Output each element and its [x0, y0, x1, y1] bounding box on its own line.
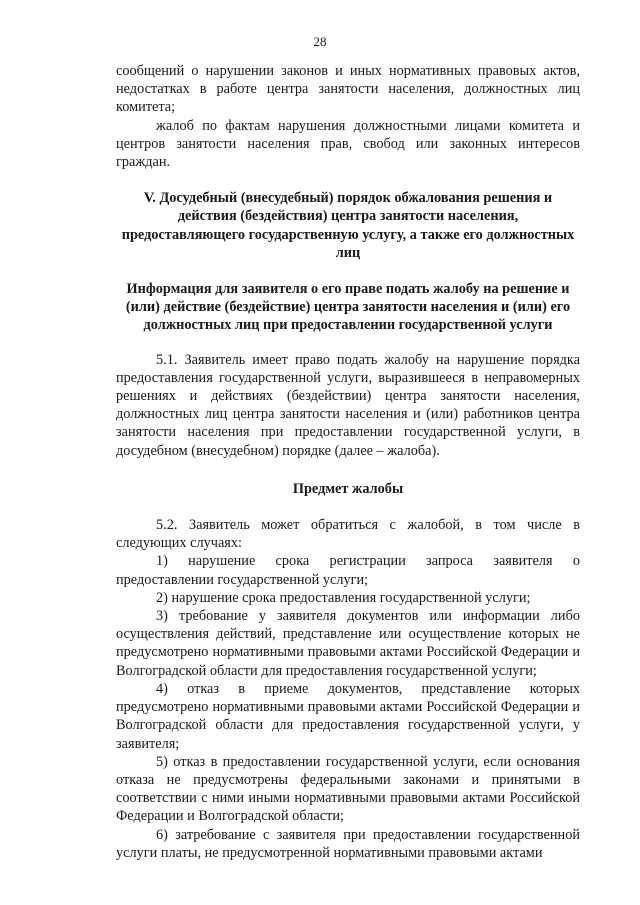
list-item-6: 6) затребование с заявителя при предоставлении государственной услуги платы, не предусмотренной нормативными правовыми актами — [116, 826, 580, 861]
sub-heading-right-to-complain: Информация для заявителя о его праве подать жалобу на решение и (или) действие (бездействие) центра занятости населения и (или) его должностных лиц при предоставлении государственной услуги — [125, 281, 571, 334]
section-heading: V. Досудебный (внесудебный) порядок обжалования решения и действия (бездействия) центра занятости населения, предоставляющего государственную услугу, а также его должностных лиц — [121, 190, 575, 261]
paragraph-messages: сообщений о нарушении законов и иных нормативных правовых актов, недостатках в работе центра занятости населения, должностных лиц комитета; — [116, 63, 580, 116]
paragraph-5-1: 5.1. Заявитель имеет право подать жалобу на нарушение порядка предоставления государственной услуги, выразившееся в неправомерных решениях и действиях (бездействии) центра занятости населения, должностных лиц центра занятости населения и (или) работников центра занятости населения при предоставлении государственной услуги, в досудебном (внесудебном) порядке (далее – жалоба). — [116, 351, 580, 459]
list-item-2: 2) нарушение срока предоставления государственной услуги; — [156, 589, 531, 606]
list-item-5: 5) отказ в предоставлении государственной услуги, если основания отказа не предусмотрены федеральными законами и принятыми в соответствии с ними иными нормативными правовыми актами Российской Федерации и Волгоградской области; — [116, 753, 580, 825]
list-item-1: 1) нарушение срока регистрации запроса заявителя о предоставлении государственной услуги; — [116, 553, 580, 588]
list-item-4: 4) отказ в приеме документов, представление которых предусмотрено нормативными правовыми актами Российской Федерации и Волгоградской области для предоставления государственной услуги, у заявителя; — [116, 680, 580, 752]
list-item-3: 3) требование у заявителя документов или информации либо осуществления действий, представление или осуществление которых не предусмотрено нормативными правовыми актами Российской Федерации и Волгоградской области для предоставления государственной услуги; — [116, 608, 580, 679]
paragraph-5-2: 5.2. Заявитель может обратиться с жалобой, в том числе в следующих случаях: — [116, 517, 580, 552]
page-number: 28 — [313, 34, 327, 49]
page-content — [116, 62, 580, 862]
sub-heading-subject-of-complaint: Предмет жалобы — [292, 480, 404, 497]
paragraph-complaints: жалоб по фактам нарушения должностными лицами комитета и центров занятости населения прав, свобод или законных интересов граждан. — [116, 117, 580, 171]
